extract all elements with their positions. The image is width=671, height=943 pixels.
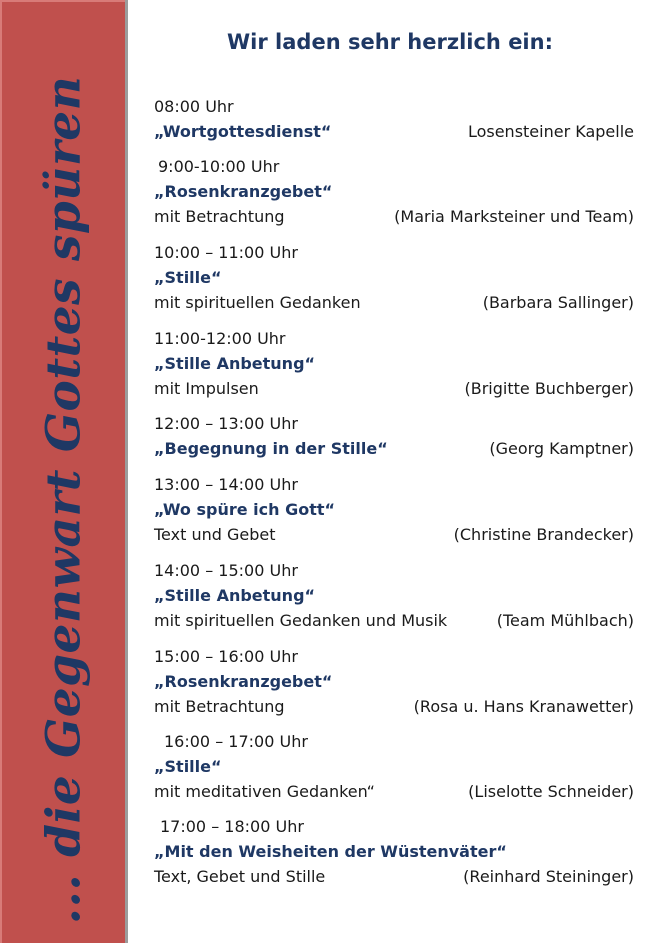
entry-title: „Stille“ [154,268,222,287]
entry-desc-line [154,204,634,229]
entry-time-line [154,326,634,351]
entry-person: (Christine Brandecker) [453,525,634,544]
schedule-entry [154,644,634,719]
entry-time: 15:00 – 16:00 Uhr [154,647,298,666]
entry-desc: mit Impulsen [154,379,259,398]
entry-desc: Text und Gebet [154,525,276,544]
entry-title-line [154,754,634,779]
page-heading: Wir laden sehr herzlich ein: [227,30,553,54]
entry-title: „Begegnung in der Stille“ [154,439,388,458]
schedule-entry [154,558,634,633]
schedule-entry [154,729,634,804]
entry-time: 08:00 Uhr [154,97,234,116]
schedule-entry [154,411,634,461]
entry-time: 16:00 – 17:00 Uhr [164,732,308,751]
entry-person: (Maria Marksteiner und Team) [394,207,634,226]
entry-person: Losensteiner Kapelle [467,122,634,141]
entry-title: „Stille Anbetung“ [154,586,316,605]
entry-time-line [154,472,634,497]
entry-title-line [154,351,634,376]
entry-title: „Stille“ [154,757,222,776]
entry-title-line [154,179,634,204]
entry-time: 11:00-12:00 Uhr [154,329,286,348]
entry-desc: mit spirituellen Gedanken und Musik [154,611,448,630]
entry-time-line [154,814,634,839]
sidebar-banner [0,0,128,943]
entry-title-line [154,839,634,864]
entry-desc-line [154,779,634,804]
entry-time-line [154,240,634,265]
entry-desc-line [154,376,634,401]
schedule-entry [154,240,634,315]
entry-time: 14:00 – 15:00 Uhr [154,561,298,580]
schedule-entry [154,472,634,547]
schedule-entry [154,814,634,889]
entry-person: (Brigitte Buchberger) [464,379,634,398]
entry-desc: mit meditativen Gedanken“ [154,782,375,801]
entry-title: „Wo spüre ich Gott“ [154,500,336,519]
entry-time: 13:00 – 14:00 Uhr [154,475,298,494]
entry-title-line [154,669,634,694]
entry-time: 12:00 – 13:00 Uhr [154,414,298,433]
entry-desc-line [154,694,634,719]
schedule-entry [154,154,634,229]
entry-title: „Mit den Weisheiten der Wüstenväter“ [154,842,507,861]
entry-time-line [154,729,634,754]
entry-desc-line [154,864,634,889]
entry-title-line [154,436,634,461]
entry-title-line [154,497,634,522]
schedule-entry [154,326,634,401]
entry-desc: Text, Gebet und Stille [154,867,326,886]
entry-desc-line [154,522,634,547]
entry-desc-line [154,608,634,633]
entry-time: 9:00-10:00 Uhr [158,157,280,176]
entry-time-line [154,411,634,436]
entry-person: (Team Mühlbach) [496,611,634,630]
entry-title: „Rosenkranzgebet“ [154,672,333,691]
schedule-entry [154,94,634,144]
entry-title: „Wortgottesdienst“ [154,122,332,141]
entry-title-line [154,119,634,144]
entry-time-line [154,94,634,119]
entry-person: (Barbara Sallinger) [482,293,634,312]
entry-desc: mit spirituellen Gedanken [154,293,361,312]
entry-time: 10:00 – 11:00 Uhr [154,243,298,262]
vertical-title: ... die Gegenwart Gottes spüren [36,75,92,925]
entry-title-line [154,583,634,608]
entry-desc: mit Betrachtung [154,207,285,226]
entry-person: (Rosa u. Hans Kranawetter) [413,697,634,716]
entry-person: (Liselotte Schneider) [468,782,634,801]
entry-desc-line [154,290,634,315]
entry-desc: mit Betrachtung [154,697,285,716]
entry-person: (Reinhard Steininger) [463,867,634,886]
entry-time: 17:00 – 18:00 Uhr [160,817,304,836]
entry-title-line [154,265,634,290]
entry-person: (Georg Kamptner) [489,439,634,458]
entry-title: „Rosenkranzgebet“ [154,182,333,201]
entry-time-line [154,154,634,179]
entry-title: „Stille Anbetung“ [154,354,316,373]
entry-time-line [154,558,634,583]
entry-time-line [154,644,634,669]
